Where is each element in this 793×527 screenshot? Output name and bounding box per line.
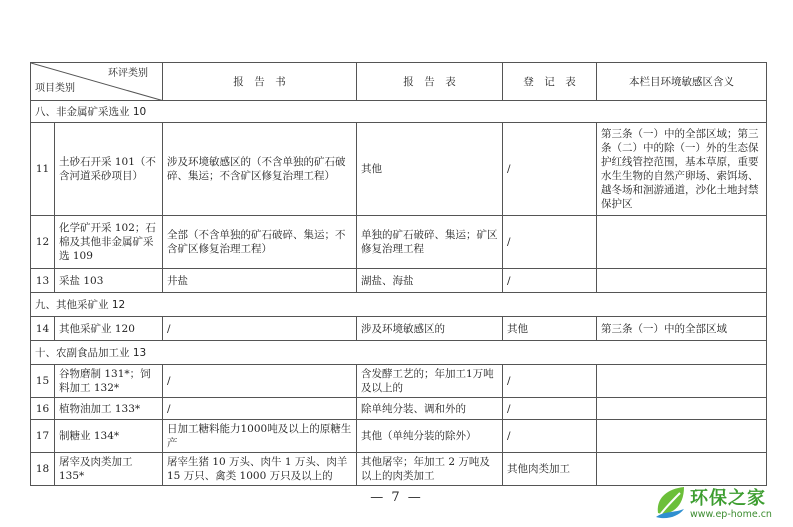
table-row	[31, 365, 767, 398]
sensitive-area-cell	[597, 453, 767, 486]
project-category: 其他采矿业 120	[55, 317, 163, 341]
section-row	[31, 341, 767, 365]
project-category: 化学矿开采 102；石棉及其他非金属矿采选 109	[55, 216, 163, 269]
report-form-cell: 单独的矿石破碎、集运；矿区修复治理工程	[357, 216, 503, 269]
report-form-cell: 含发酵工艺的；年加工1万吨及以上的	[357, 365, 503, 398]
report-book-cell: /	[163, 317, 357, 341]
report-form-cell: 除单纯分装、调和外的	[357, 398, 503, 420]
row-number: 17	[31, 420, 55, 453]
header-report-book: 报 告 书	[163, 63, 357, 101]
table-row	[31, 269, 767, 293]
section-title: 十、农副食品加工业 13	[31, 341, 767, 365]
leaf-logo-icon	[654, 483, 688, 521]
registration-cell: /	[503, 269, 597, 293]
registration-cell: /	[503, 365, 597, 398]
header-eia-category: 环评类别	[108, 68, 148, 79]
row-number: 13	[31, 269, 55, 293]
watermark-name: 环保之家	[690, 488, 766, 509]
section-row	[31, 293, 767, 317]
row-number: 14	[31, 317, 55, 341]
report-book-cell: 全部（不含单独的矿石破碎、集运；不含矿区修复治理工程）	[163, 216, 357, 269]
row-number: 11	[31, 123, 55, 216]
sensitive-area-cell	[597, 269, 767, 293]
registration-cell: 其他肉类加工	[503, 453, 597, 486]
project-category: 采盐 103	[55, 269, 163, 293]
registration-cell: /	[503, 216, 597, 269]
eia-classification-table	[30, 62, 767, 486]
table-row	[31, 123, 767, 216]
header-registration-form: 登 记 表	[503, 63, 597, 101]
page-number: — 7 —	[370, 490, 423, 505]
report-book-cell: 井盐	[163, 269, 357, 293]
sensitive-area-cell	[597, 420, 767, 453]
row-number: 15	[31, 365, 55, 398]
header-report-form: 报 告 表	[357, 63, 503, 101]
sensitive-area-cell	[597, 398, 767, 420]
section-title: 九、其他采矿业 12	[31, 293, 767, 317]
report-book-cell: 日加工糖料能力1000吨及以上的原糖生产	[163, 420, 357, 453]
report-form-cell: 其他屠宰；年加工 2 万吨及以上的肉类加工	[357, 453, 503, 486]
report-form-cell: 其他	[357, 123, 503, 216]
sensitive-area-cell: 第三条（一）中的全部区域	[597, 317, 767, 341]
sensitive-area-cell: 第三条（一）中的全部区域；第三条（二）中的除（一）外的生态保护红线管控范围，基本草原，重要水生生物的自然产卵场、索饵场、越冬场和洄游通道，沙化土地封禁保护区	[597, 123, 767, 216]
report-book-cell: 涉及环境敏感区的（不含单独的矿石破碎、集运；不含矿区修复治理工程）	[163, 123, 357, 216]
registration-cell: /	[503, 123, 597, 216]
header-row	[31, 63, 767, 101]
header-sensitive-area: 本栏目环境敏感区含义	[597, 63, 767, 101]
project-category: 谷物磨制 131*；饲料加工 132*	[55, 365, 163, 398]
row-number: 16	[31, 398, 55, 420]
row-number: 18	[31, 453, 55, 486]
table-row	[31, 453, 767, 486]
watermark-url: www.ep-home.cn	[690, 509, 772, 520]
table-row	[31, 398, 767, 420]
report-form-cell: 涉及环境敏感区的	[357, 317, 503, 341]
project-category: 屠宰及肉类加工 135*	[55, 453, 163, 486]
project-category: 植物油加工 133*	[55, 398, 163, 420]
registration-cell: /	[503, 420, 597, 453]
project-category: 土砂石开采 101（不含河道采砂项目）	[55, 123, 163, 216]
table-row	[31, 420, 767, 453]
report-book-cell: /	[163, 365, 357, 398]
header-project-category: 项目类别	[35, 83, 75, 94]
project-category: 制糖业 134*	[55, 420, 163, 453]
row-number: 12	[31, 216, 55, 269]
report-form-cell: 其他（单纯分装的除外）	[357, 420, 503, 453]
section-row	[31, 101, 767, 123]
diagonal-header-cell	[31, 63, 163, 101]
registration-cell: 其他	[503, 317, 597, 341]
table-row	[31, 317, 767, 341]
report-form-cell: 湖盐、海盐	[357, 269, 503, 293]
sensitive-area-cell	[597, 365, 767, 398]
registration-cell: /	[503, 398, 597, 420]
table-row	[31, 216, 767, 269]
watermark-logo	[654, 483, 790, 525]
report-book-cell: /	[163, 398, 357, 420]
section-title: 八、非金属矿采选业 10	[31, 101, 767, 123]
report-book-cell: 屠宰生猪 10 万头、肉牛 1 万头、肉羊 15 万只、禽类 1000 万只及以上的	[163, 453, 357, 486]
sensitive-area-cell	[597, 216, 767, 269]
